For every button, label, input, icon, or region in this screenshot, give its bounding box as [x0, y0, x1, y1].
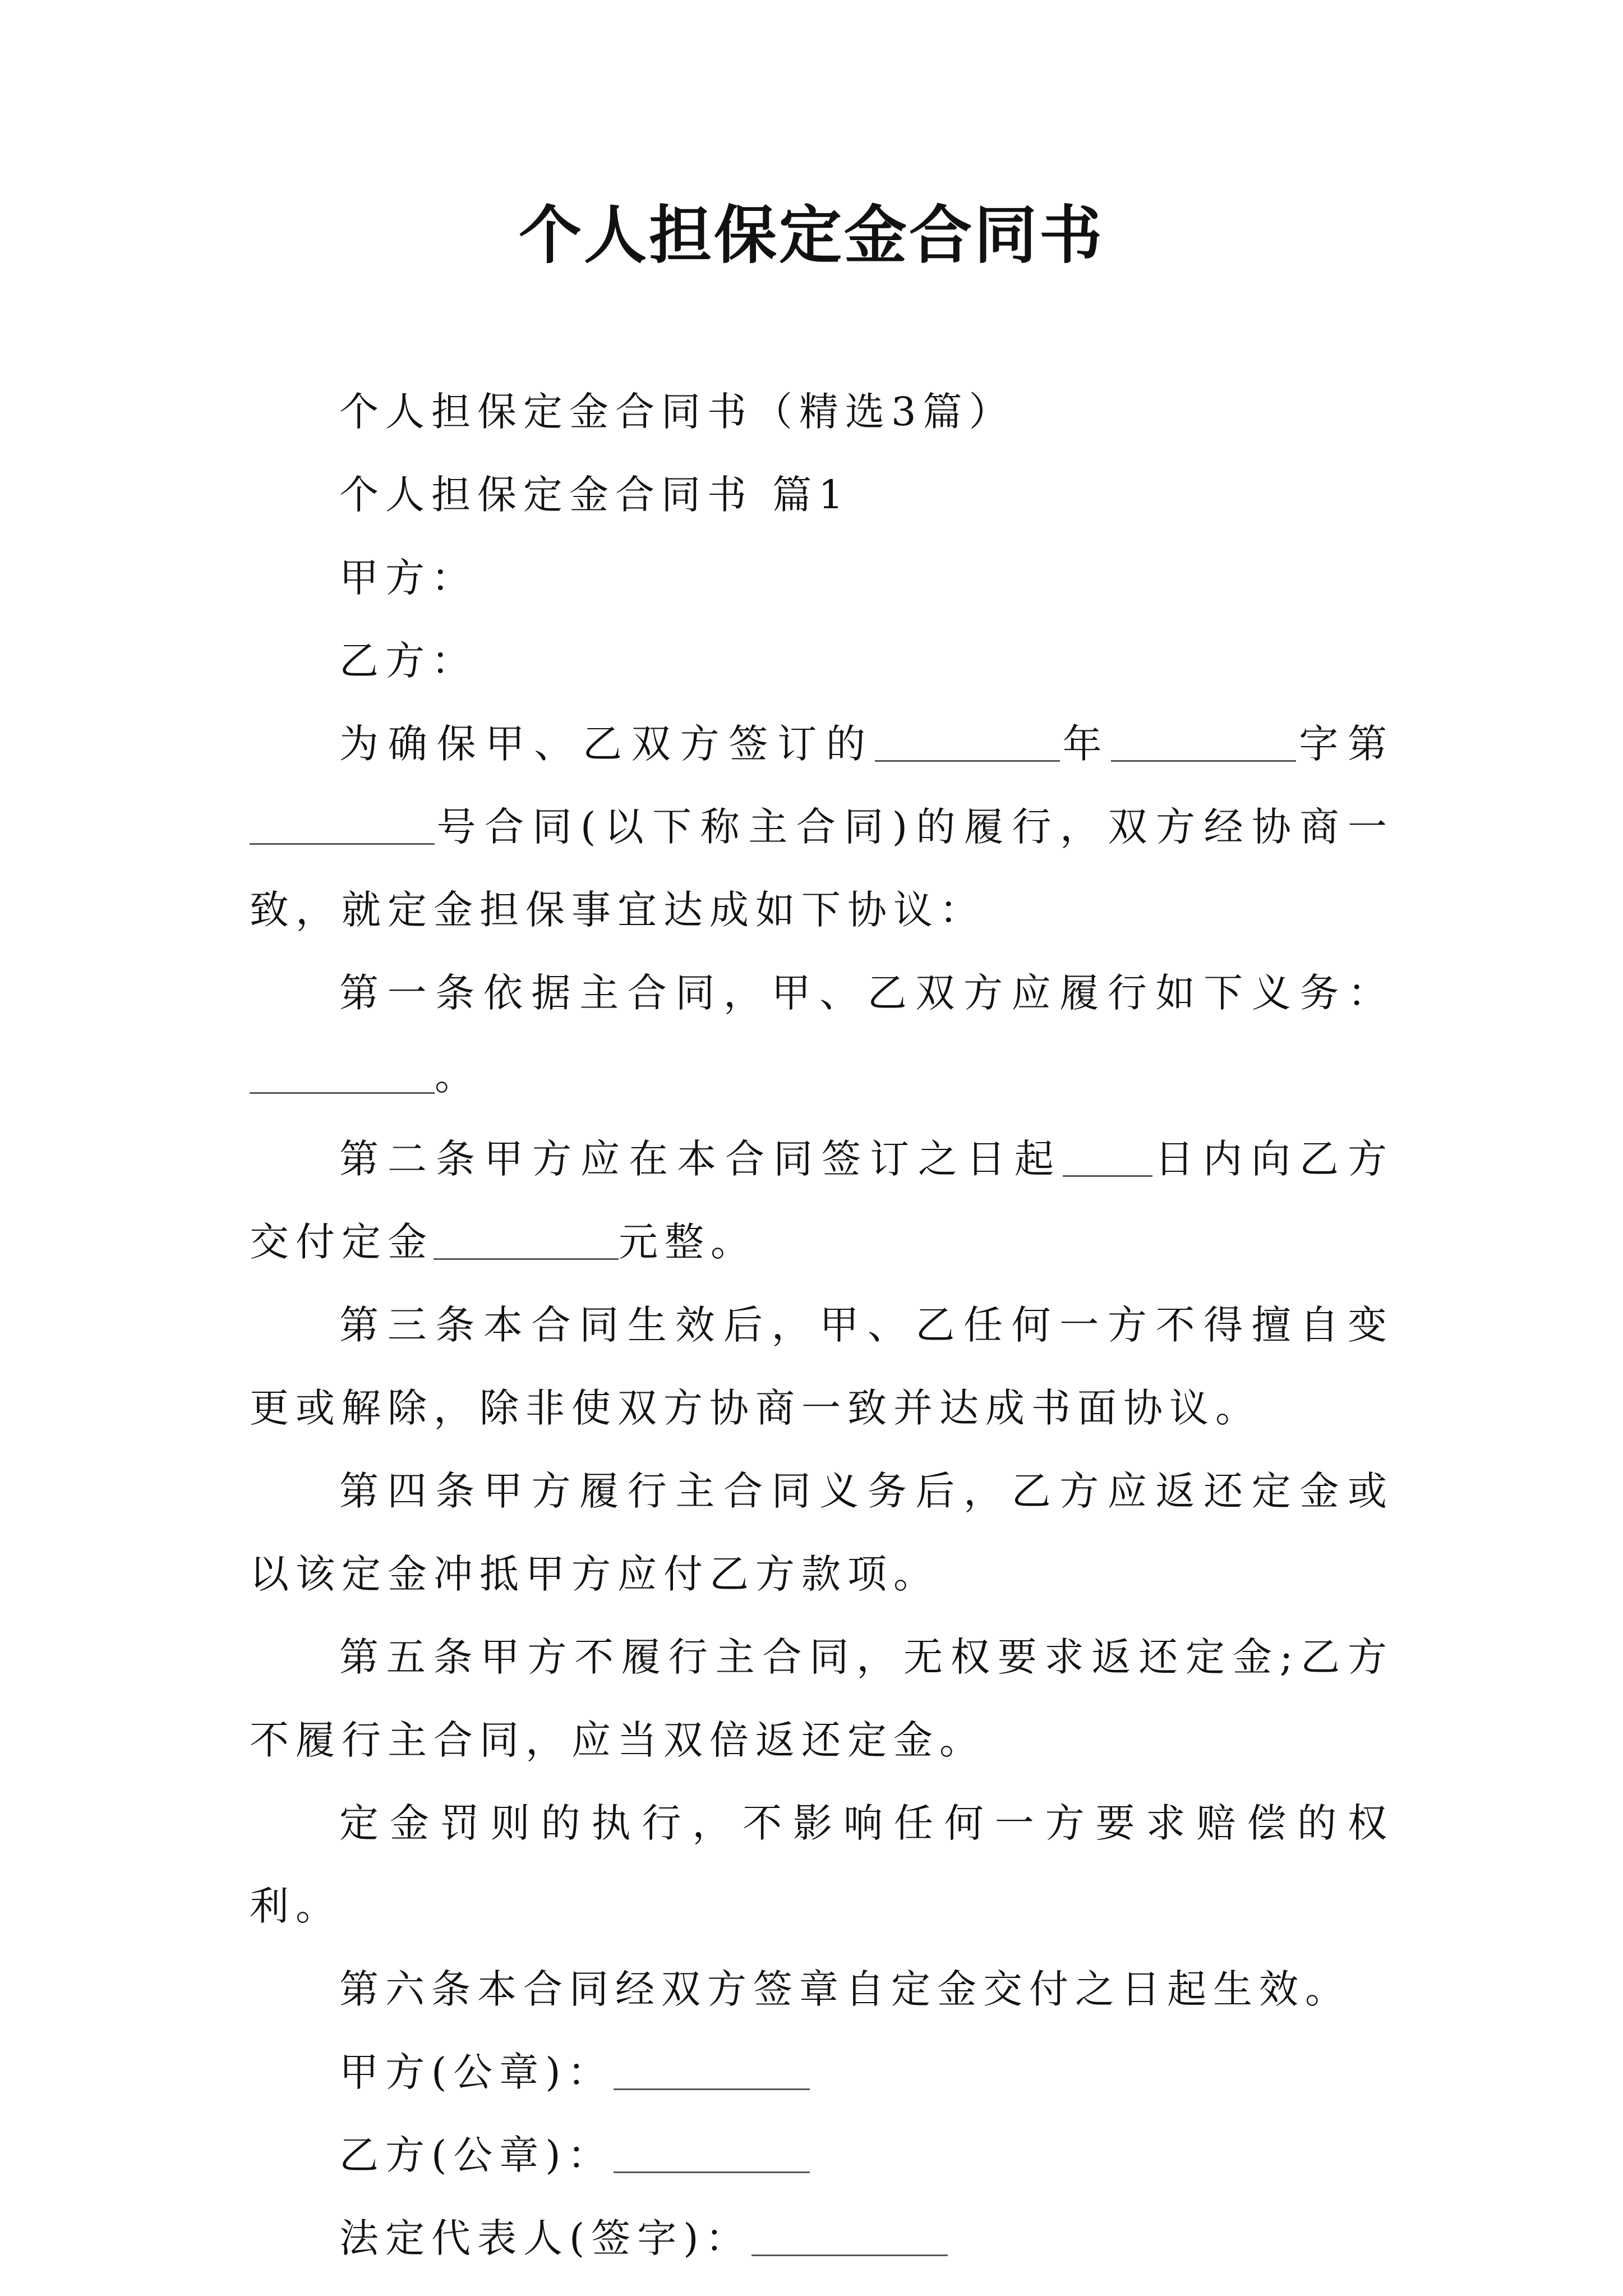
penalty-note: 定金罚则的执行，不影响任何一方要求赔偿的权利。 — [250, 1800, 1394, 1929]
legal-rep-line — [250, 2197, 1394, 2280]
legal-rep-signature-blank[interactable] — [751, 2215, 948, 2256]
article-4: 第四条甲方履行主合同义务后，乙方应返还定金或以该定金冲抵甲方应付乙方款项。 — [250, 1468, 1394, 1597]
article-1 — [250, 951, 1394, 1117]
party-b-seal-line — [250, 2114, 1394, 2197]
contract-number-blank[interactable] — [250, 804, 435, 845]
intro-paragraph — [250, 702, 1394, 951]
intro-text-2: 年 — [1059, 721, 1112, 767]
days-blank[interactable] — [1063, 1136, 1152, 1177]
article-6: 第六条本合同经双方签章自定金交付之日起生效。 — [339, 1966, 1351, 2012]
party-a-seal-line — [250, 2031, 1394, 2114]
legal-rep-label: 法定代表人(签字)： — [339, 2215, 751, 2261]
intro-text-3: 字第 — [1296, 721, 1394, 767]
party-b-label: 乙方： — [339, 638, 477, 684]
article-2-text-2: 日内向乙方交付定金 — [250, 1136, 1394, 1265]
article-1-tail: 。 — [435, 1053, 481, 1099]
year-blank[interactable] — [875, 721, 1060, 762]
party-a-seal-blank[interactable] — [614, 2049, 810, 2090]
document-title: 个人担保定金合同书 — [519, 199, 1104, 272]
character-blank[interactable] — [1111, 721, 1296, 762]
article-2-text-1: 第二条甲方应在本合同签订之日起 — [339, 1136, 1063, 1182]
document-subtitle: 个人担保定金合同书（精选3篇） — [339, 389, 1015, 435]
intro-text-1: 为确保甲、乙双方签订的 — [339, 721, 875, 767]
party-a-label: 甲方： — [339, 555, 477, 601]
document-body — [250, 370, 1394, 2280]
article-1-text: 第一条依据主合同，甲、乙双方应履行如下义务： — [339, 970, 1394, 1016]
article-3: 第三条本合同生效后，甲、乙任何一方不得擅自变更或解除，除非使双方协商一致并达成书面协议。 — [250, 1302, 1394, 1431]
intro-text-4: 号合同(以下称主合同)的履行，双方经协商一致，就定金担保事宜达成如下协议： — [250, 804, 1394, 933]
deposit-amount-blank[interactable] — [434, 1219, 619, 1260]
party-b-seal-label: 乙方(公章)： — [339, 2132, 614, 2178]
article-2-text-3: 元整。 — [619, 1219, 757, 1265]
party-a-seal-label: 甲方(公章)： — [339, 2049, 614, 2095]
part-heading: 个人担保定金合同书 篇1 — [339, 472, 850, 518]
obligations-blank[interactable] — [250, 1053, 435, 1094]
article-2 — [250, 1117, 1394, 1283]
article-5: 第五条甲方不履行主合同，无权要求返还定金;乙方不履行主合同，应当双倍返还定金。 — [250, 1634, 1394, 1763]
party-b-seal-blank[interactable] — [614, 2132, 810, 2173]
